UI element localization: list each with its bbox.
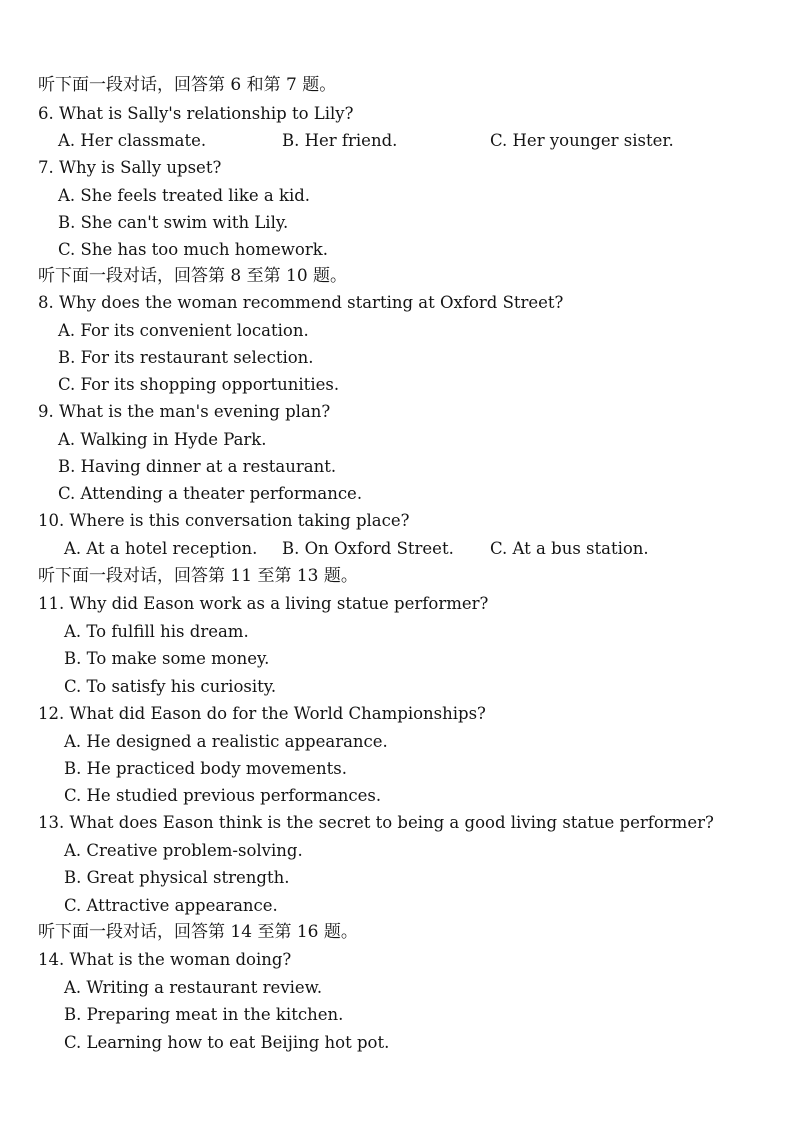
option-6a (58, 131, 206, 151)
option-label: A. (58, 321, 76, 340)
option-text: Her younger sister. (512, 131, 674, 150)
question-number: 13. (38, 813, 65, 832)
option-label: C. (64, 677, 82, 696)
option-11c (64, 677, 276, 697)
option-13b (64, 868, 289, 888)
option-label: B. (64, 868, 82, 887)
option-6c (490, 131, 674, 151)
option-12b (64, 759, 347, 779)
option-label: C. (64, 786, 82, 805)
option-text: Walking in Hyde Park. (80, 430, 267, 449)
question-8 (38, 293, 563, 313)
option-13c (64, 896, 278, 916)
option-7a (58, 186, 310, 206)
option-label: B. (58, 213, 76, 232)
option-text: She feels treated like a kid. (80, 186, 311, 205)
option-11b (64, 649, 269, 669)
option-text: At a bus station. (512, 539, 649, 558)
option-label: C. (58, 484, 76, 503)
option-label: B. (64, 649, 82, 668)
option-label: A. (64, 732, 82, 751)
option-14c (64, 1033, 389, 1053)
option-text: Her friend. (304, 131, 398, 150)
option-label: B. (282, 539, 300, 558)
option-14a (64, 978, 322, 998)
question-text: What is the man's evening plan? (59, 402, 331, 421)
option-text: Great physical strength. (86, 868, 290, 887)
question-text: Why is Sally upset? (59, 158, 222, 177)
question-12 (38, 704, 486, 724)
option-text: She has too much homework. (80, 240, 328, 259)
option-text: To satisfy his curiosity. (86, 677, 277, 696)
section-heading: 听下面一段对话，回答第 14 至第 16 题。 (38, 922, 358, 942)
option-label: A. (64, 622, 82, 641)
option-label: B. (58, 457, 76, 476)
option-10b (282, 539, 454, 559)
option-8a (58, 321, 309, 341)
question-13 (38, 813, 714, 833)
question-11 (38, 594, 488, 614)
option-text: Creative problem-solving. (86, 841, 303, 860)
option-9a (58, 430, 267, 450)
question-14 (38, 950, 291, 970)
option-text: To make some money. (86, 649, 270, 668)
question-number: 10. (38, 511, 65, 530)
option-9b (58, 457, 336, 477)
option-13a (64, 841, 303, 861)
question-number: 6. (38, 104, 54, 123)
option-11a (64, 622, 249, 642)
question-text: Why does the woman recommend starting at Oxford Street? (59, 293, 564, 312)
option-label: B. (58, 348, 76, 367)
option-label: A. (64, 978, 82, 997)
question-10 (38, 511, 409, 531)
option-14b (64, 1005, 343, 1025)
option-label: C. (490, 131, 508, 150)
option-text: Having dinner at a restaurant. (80, 457, 337, 476)
question-number: 7. (38, 158, 54, 177)
option-text: Attractive appearance. (86, 896, 278, 915)
question-number: 9. (38, 402, 54, 421)
question-text: What is Sally's relationship to Lily? (59, 104, 354, 123)
question-6 (38, 104, 353, 124)
option-label: C. (58, 375, 76, 394)
option-label: C. (58, 240, 76, 259)
question-number: 8. (38, 293, 54, 312)
option-label: A. (58, 430, 76, 449)
question-text: Where is this conversation taking place? (69, 511, 410, 530)
question-text: What does Eason think is the secret to being a good living statue performer? (69, 813, 714, 832)
option-7c (58, 240, 328, 260)
option-text: Writing a restaurant review. (86, 978, 323, 997)
option-label: B. (282, 131, 300, 150)
option-text: Attending a theater performance. (80, 484, 363, 503)
option-text: She can't swim with Lily. (80, 213, 289, 232)
option-text: To fulfill his dream. (86, 622, 249, 641)
option-10a (64, 539, 257, 559)
section-heading: 听下面一段对话，回答第 11 至第 13 题。 (38, 566, 358, 586)
option-label: C. (64, 1033, 82, 1052)
option-text: For its restaurant selection. (80, 348, 314, 367)
option-9c (58, 484, 362, 504)
option-text: For its shopping opportunities. (80, 375, 340, 394)
option-text: Her classmate. (80, 131, 207, 150)
option-text: For its convenient location. (80, 321, 309, 340)
option-label: C. (64, 896, 82, 915)
option-text: At a hotel reception. (86, 539, 258, 558)
option-label: C. (490, 539, 508, 558)
option-text: He designed a realistic appearance. (86, 732, 388, 751)
section-heading: 听下面一段对话，回答第 6 和第 7 题。 (38, 75, 337, 95)
option-text: He practiced body movements. (86, 759, 347, 778)
option-label: B. (64, 1005, 82, 1024)
question-number: 12. (38, 704, 65, 723)
question-number: 14. (38, 950, 65, 969)
question-text: Why did Eason work as a living statue performer? (69, 594, 489, 613)
option-text: Learning how to eat Beijing hot pot. (86, 1033, 390, 1052)
option-12a (64, 732, 388, 752)
option-text: Preparing meat in the kitchen. (86, 1005, 344, 1024)
option-10c (490, 539, 649, 559)
question-number: 11. (38, 594, 65, 613)
option-8c (58, 375, 339, 395)
option-6b (282, 131, 397, 151)
option-label: A. (58, 131, 76, 150)
option-text: On Oxford Street. (304, 539, 454, 558)
option-8b (58, 348, 314, 368)
option-7b (58, 213, 288, 233)
option-text: He studied previous performances. (86, 786, 382, 805)
option-label: A. (64, 841, 82, 860)
option-label: B. (64, 759, 82, 778)
question-7 (38, 158, 221, 178)
question-9 (38, 402, 330, 422)
option-label: A. (64, 539, 82, 558)
question-text: What did Eason do for the World Championships? (69, 704, 486, 723)
question-text: What is the woman doing? (69, 950, 292, 969)
option-12c (64, 786, 381, 806)
section-heading: 听下面一段对话，回答第 8 至第 10 题。 (38, 266, 348, 286)
option-label: A. (58, 186, 76, 205)
